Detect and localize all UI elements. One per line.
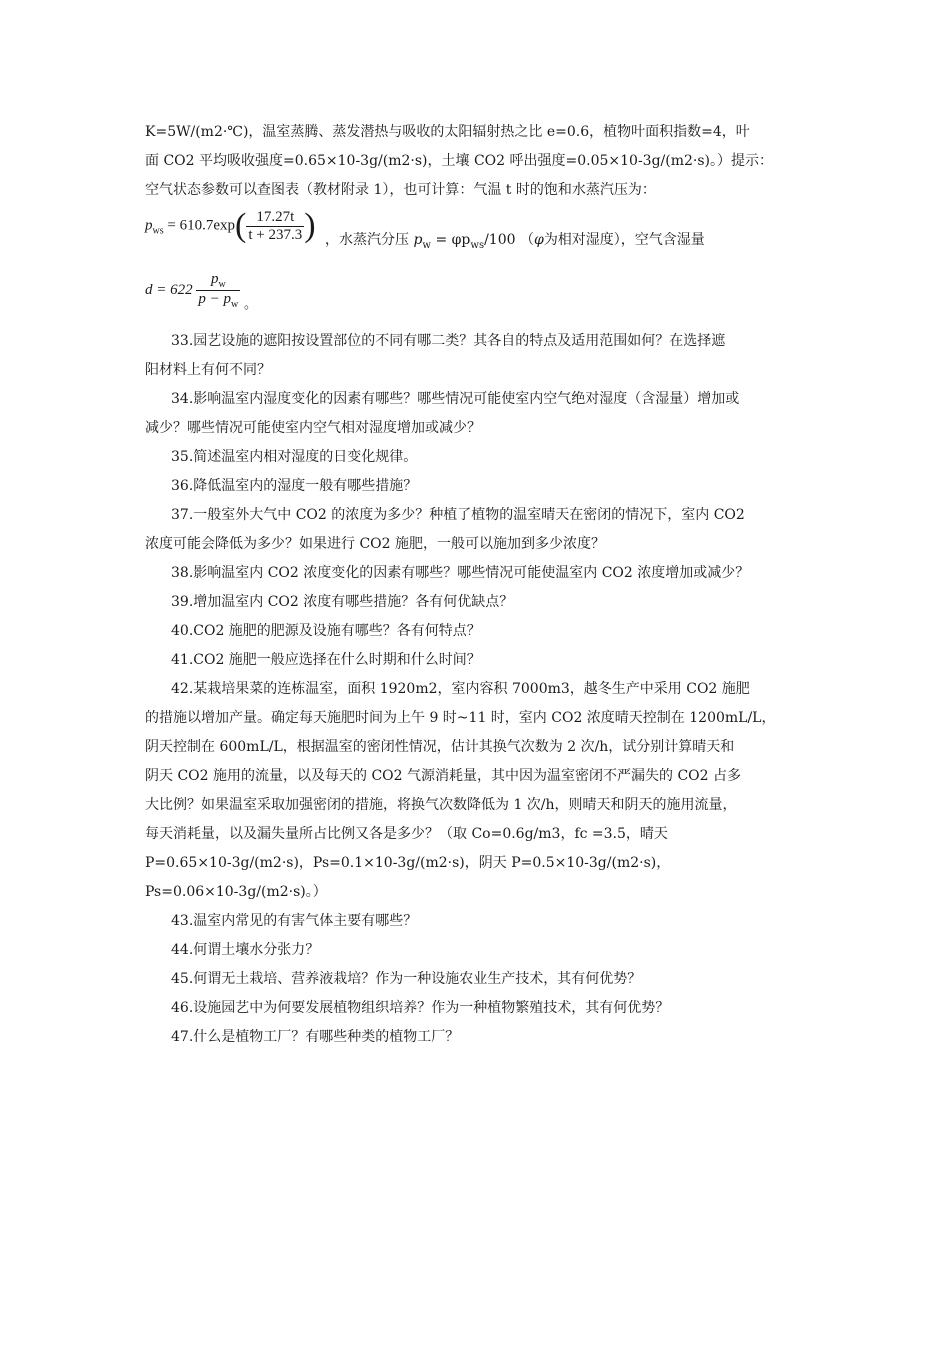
formula-saturation-pressure [145,205,815,263]
question-46 [145,994,815,1023]
question-line: 每天消耗量，以及漏失量所占比例又各是多少？（取 Co=0.6g/m3，fc =3.5，晴天 [145,826,668,842]
question-line: 39.增加温室内 CO2 浓度有哪些措施？各有何优缺点？ [171,594,514,610]
formula-1-text-b: （ [520,232,534,248]
question-line: 阳材料上有何不同？ [145,362,271,378]
question-33 [145,327,815,385]
formula-2-denominator: p − p [198,291,231,307]
question-34 [145,385,815,443]
question-list [145,327,815,1052]
formula-1-trailing [325,229,705,251]
question-line: 浓度可能会降低为多少？如果进行 CO2 施肥，一般可以施加到多少浓度？ [145,536,605,552]
question-line: 42.某栽培果菜的连栋温室，面积 1920m2，室内容积 7000m3，越冬生产中采用 CO2 施肥 [171,681,750,697]
formula-1-fraction [246,209,304,244]
formula-1-lhs: p [145,217,153,234]
question-line: 36.降低温室内的湿度一般有哪些措施？ [171,478,418,494]
formula-2-numerator: p [210,271,219,287]
question-45 [145,965,815,994]
question-line: P=0.65×10-3g/(m2·s)，Ps=0.1×10-3g/(m2·s)，阴天 P=0.5×10-3g/(m2·s)， [145,855,671,871]
question-line: 大比例？如果温室采取加强密闭的措施，将换气次数降低为 1 次/h，则晴天和阴天的施用流量， [145,797,737,813]
pw-rhs-tail: /100 [484,232,516,248]
formula-1-eq: = 610.7exp [167,217,235,234]
intro-line-3: 空气状态参数可以查图表（教材附录 1），也可计算：气温 t 时的饱和水蒸汽压为： [145,182,656,198]
question-line: Ps=0.06×10-3g/(m2·s)。） [145,884,327,900]
question-line: 阴天 CO2 施用的流量，以及每天的 CO2 气源消耗量，其中因为温室密闭不严漏失的 CO2 占多 [145,768,741,784]
formula-2-fraction [196,271,240,310]
question-line: 41.CO2 施肥一般应选择在什么时期和什么时间？ [171,652,481,668]
question-40 [145,617,815,646]
question-line: 的措施以增加产量。确定每天施肥时间为上午 9 时~11 时，室内 CO2 浓度晴天控制在 1200mL/L， [145,710,776,726]
formula-1-text-c: 为相对湿度），空气含湿量 [543,232,705,248]
formula-1-numerator: 17.27t [256,208,295,225]
question-36 [145,472,815,501]
formula-moisture-content [145,267,815,319]
question-line: 44.何谓土壤水分张力？ [171,942,320,958]
question-line: 37.一般室外大气中 CO2 的浓度为多少？种植了植物的温室晴天在密闭的情况下，室内 CO2 [171,507,745,523]
question-line: 阴天控制在 600mL/L，根据温室的密闭性情况，估计其换气次数为 2 次/h，试分别计算晴天和 [145,739,735,755]
question-line: 34.影响温室内湿度变化的因素有哪些？哪些情况可能使室内空气绝对湿度（含湿量）增加或 [171,391,740,407]
question-38 [145,559,815,588]
question-line: 38.影响温室内 CO2 浓度变化的因素有哪些？哪些情况可能使温室内 CO2 浓度增加或减少？ [171,565,750,581]
question-43 [145,907,815,936]
pw-rhs: = φp [435,232,471,248]
formula-2-denominator-sub: w [231,299,239,310]
pw-rhs-sub: ws [470,239,485,251]
formula-2-lhs: d = 622 [145,281,193,298]
formula-1-lhs-sub: ws [152,225,164,237]
pw-symbol: p [413,232,423,248]
phi-symbol: φ [534,232,544,248]
question-35 [145,443,815,472]
document-page [145,118,815,1052]
intro-line-2: 面 CO2 平均吸收强度=0.65×10-3g/(m2·s)，土壤 CO2 呼出强度=0.05×10-3g/(m2·s)。）提示： [145,153,774,169]
question-41 [145,646,815,675]
formula-2-numerator-sub: w [218,279,226,290]
question-42 [145,675,815,907]
question-line: 45.何谓无土栽培、营养液栽培？作为一种设施农业生产技术，其有何优势？ [171,971,642,987]
question-line: 40.CO2 施肥的肥源及设施有哪些？各有何特点？ [171,623,481,639]
formula-1-text-a: ，水蒸汽分压 [325,232,409,248]
question-44 [145,936,815,965]
question-39 [145,588,815,617]
question-line: 47.什么是植物工厂？有哪些种类的植物工厂？ [171,1029,460,1045]
intro-line-1: K=5W/(m2·℃)，温室蒸腾、蒸发潜热与吸收的太阳辐射热之比 e=0.6，植物叶面积指数=4，叶 [145,124,750,140]
formula-1-denominator: t + 237.3 [248,226,303,243]
pw-sub: w [422,239,431,251]
question-line: 43.温室内常见的有害气体主要有哪些？ [171,913,418,929]
question-line: 减少？哪些情况可能使室内空气相对湿度增加或减少？ [145,420,481,436]
formula-1-expression: $p_{ws} = 610.7\exp$( $\frac{17.27t}{t + 237.3}$ ) [145,207,316,244]
question-line: 46.设施园艺中为何要发展植物组织培养？作为一种植物繁殖技术，其有何优势？ [171,1000,670,1016]
question-line: 33.园艺设施的遮阳按设置部位的不同有哪二类？其各自的特点及适用范围如何？在选择遮 [171,333,726,349]
formula-2-expression [145,271,257,312]
question-47 [145,1023,815,1052]
question-line: 35.简述温室内相对湿度的日变化规律。 [171,449,418,465]
formula-2-end: 。 [243,296,257,312]
question-37 [145,501,815,559]
